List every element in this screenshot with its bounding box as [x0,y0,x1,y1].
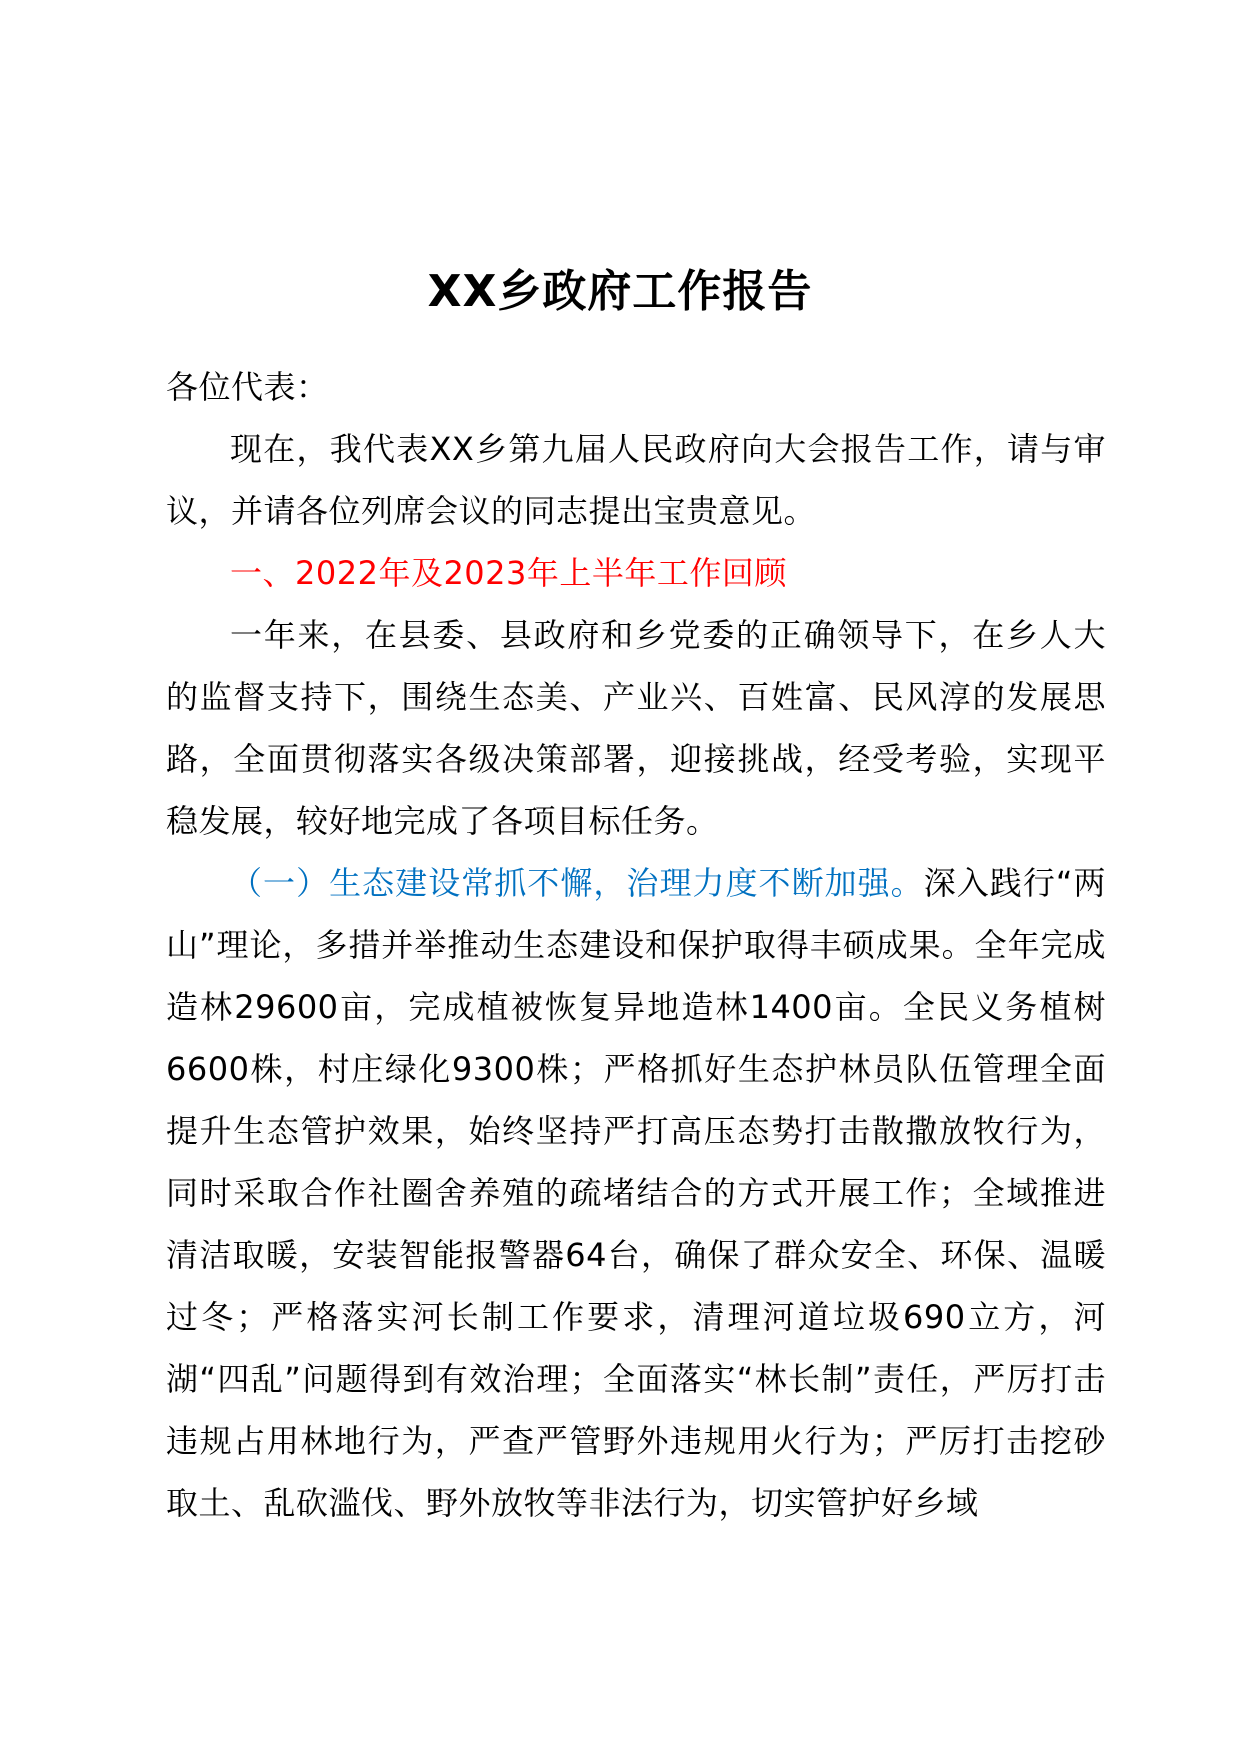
subsection-paragraph [166,852,1106,1534]
subsection-heading: （一）生态建设常抓不懈，治理力度不断加强。 [230,864,924,902]
section-heading: 一、2022年及2023年上半年工作回顾 [230,554,787,592]
subsection-body: 深入践行“两山”理论，多措并举推动生态建设和保护取得丰硕成果。全年完成造林29600亩，完成植被恢复异地造林1400亩。全民义务植树6600株，村庄绿化9300株；严格抓好生态护林员队伍管理全面提升生态管护效果，始终坚持严打高压态势打击散撒放牧行为，同时采取合作社圈舍养殖的疏堵结合的方式开展工作；全域推进清洁取暖，安装智能报警器64台，确保了群众安全、环保、温暖过冬；严格落实河长制工作要求，清理河道垃圾690立方，河湖“四乱”问题得到有效治理；全面落实“林长制”责任，严厉打击违规占用林地行为，严查严管野外违规用火行为；严厉打击挖砂取土、乱砍滥伐、野外放牧等非法行为，切实管护好乡域 [166,864,1106,1522]
intro-paragraph: 现在，我代表XX乡第九届人民政府向大会报告工作，请与审议，并请各位列席会议的同志提出宝贵意见。 [166,430,1106,530]
document-title: XX乡政府工作报告 [427,266,813,317]
document-body [166,356,1106,1534]
section-intro-paragraph: 一年来，在县委、县政府和乡党委的正确领导下，在乡人大的监督支持下，围绕生态美、产业兴、百姓富、民风淳的发展思路，全面贯彻落实各级决策部署，迎接挑战，经受考验，实现平稳发展，较好地完成了各项目标任务。 [166,616,1106,840]
salutation: 各位代表： [166,368,329,406]
